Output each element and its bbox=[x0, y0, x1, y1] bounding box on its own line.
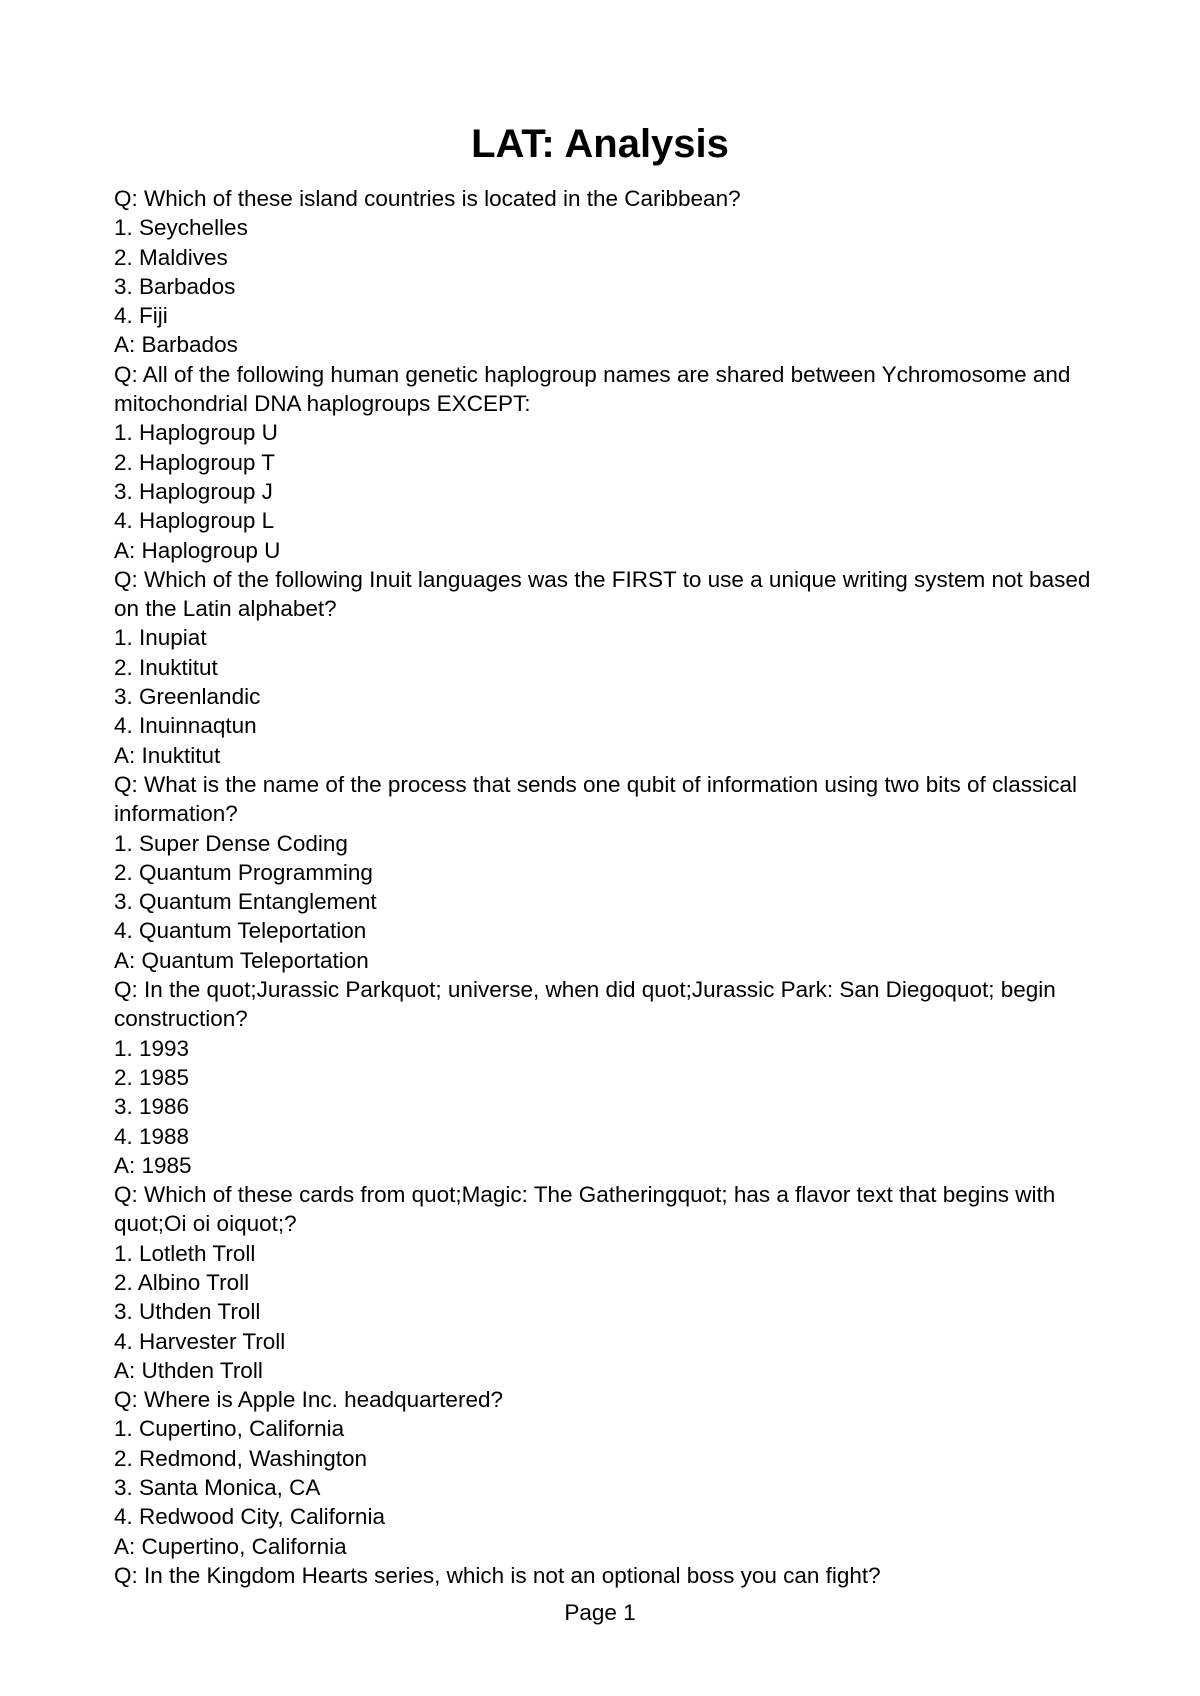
correct-answer: A: 1985 bbox=[114, 1152, 192, 1178]
question-block bbox=[114, 565, 1094, 770]
correct-answer: A: Inuktitut bbox=[114, 742, 221, 768]
answer-option: 1. 1993 bbox=[114, 1035, 190, 1061]
answer-option: 4. Fiji bbox=[114, 303, 168, 329]
question-text: Q: Which of these island countries is located in the Caribbean? bbox=[114, 186, 741, 211]
answer-option: 1. Seychelles bbox=[114, 215, 248, 241]
question-text: Q: In the quot;Jurassic Parkquot; universe, when did quot;Jurassic Park: San Diegoquot; begin construction? bbox=[114, 977, 1056, 1032]
answer-option: 1. Lotleth Troll bbox=[114, 1240, 256, 1266]
question-text: Q: Which of these cards from quot;Magic: The Gatheringquot; has a flavor text that begins with quot;Oi oi oiquot;? bbox=[114, 1182, 1056, 1237]
answer-option: 4. 1988 bbox=[114, 1123, 190, 1149]
answer-option: 1. Inupiat bbox=[114, 625, 207, 651]
question-text: Q: Which of the following Inuit languages was the FIRST to use a unique writing system not based on the Latin alphabet? bbox=[114, 566, 1091, 622]
question-text: Q: All of the following human genetic haplogroup names are shared between Ychromosome and mitochondrial DNA haplogroups EXCEPT: bbox=[114, 361, 1071, 417]
answer-option: 4. Redwood City, California bbox=[114, 1504, 385, 1530]
correct-answer: A: Quantum Teleportation bbox=[114, 947, 369, 973]
correct-answer: A: Barbados bbox=[114, 332, 238, 358]
question-block bbox=[114, 1561, 1094, 1590]
answer-option: 4. Harvester Troll bbox=[114, 1328, 286, 1354]
question-block bbox=[114, 184, 1094, 360]
answer-option: 1. Super Dense Coding bbox=[114, 830, 348, 856]
answer-option: 1. Haplogroup U bbox=[114, 420, 278, 446]
question-text: Q: In the Kingdom Hearts series, which is not an optional boss you can fight? bbox=[114, 1562, 881, 1588]
answer-option: 2. Albino Troll bbox=[114, 1269, 250, 1295]
question-block bbox=[114, 360, 1094, 565]
answer-option: 2. Inuktitut bbox=[114, 654, 218, 680]
question-block bbox=[114, 1385, 1094, 1561]
answer-option: 3. 1986 bbox=[114, 1094, 190, 1120]
answer-option: 4. Quantum Teleportation bbox=[114, 918, 367, 944]
answer-option: 4. Inuinnaqtun bbox=[114, 713, 257, 739]
answer-option: 4. Haplogroup L bbox=[114, 508, 275, 534]
answer-option: 2. Maldives bbox=[114, 244, 228, 270]
question-block bbox=[114, 975, 1094, 1180]
question-text: Q: Where is Apple Inc. headquartered? bbox=[114, 1387, 503, 1413]
answer-option: 2. 1985 bbox=[114, 1064, 190, 1090]
answer-option: 1. Cupertino, California bbox=[114, 1416, 345, 1442]
answer-option: 2. Redmond, Washington bbox=[114, 1445, 368, 1471]
question-block bbox=[114, 770, 1094, 975]
answer-option: 3. Uthden Troll bbox=[114, 1299, 261, 1325]
correct-answer: A: Cupertino, California bbox=[114, 1533, 347, 1559]
question-block bbox=[114, 1180, 1094, 1385]
quiz-content bbox=[114, 184, 1094, 1590]
correct-answer: A: Uthden Troll bbox=[114, 1357, 263, 1383]
answer-option: 2. Quantum Programming bbox=[114, 859, 373, 885]
answer-option: 3. Quantum Entanglement bbox=[114, 889, 377, 915]
page-title: LAT: Analysis bbox=[471, 122, 729, 166]
question-text: Q: What is the name of the process that sends one qubit of information using two bits of classical information? bbox=[114, 771, 1077, 827]
answer-option: 2. Haplogroup T bbox=[114, 449, 275, 475]
answer-option: 3. Haplogroup J bbox=[114, 478, 273, 504]
page-number: Page 1 bbox=[564, 1600, 636, 1625]
answer-option: 3. Santa Monica, CA bbox=[114, 1475, 321, 1501]
correct-answer: A: Haplogroup U bbox=[114, 537, 281, 563]
answer-option: 3. Greenlandic bbox=[114, 684, 261, 710]
answer-option: 3. Barbados bbox=[114, 273, 236, 299]
